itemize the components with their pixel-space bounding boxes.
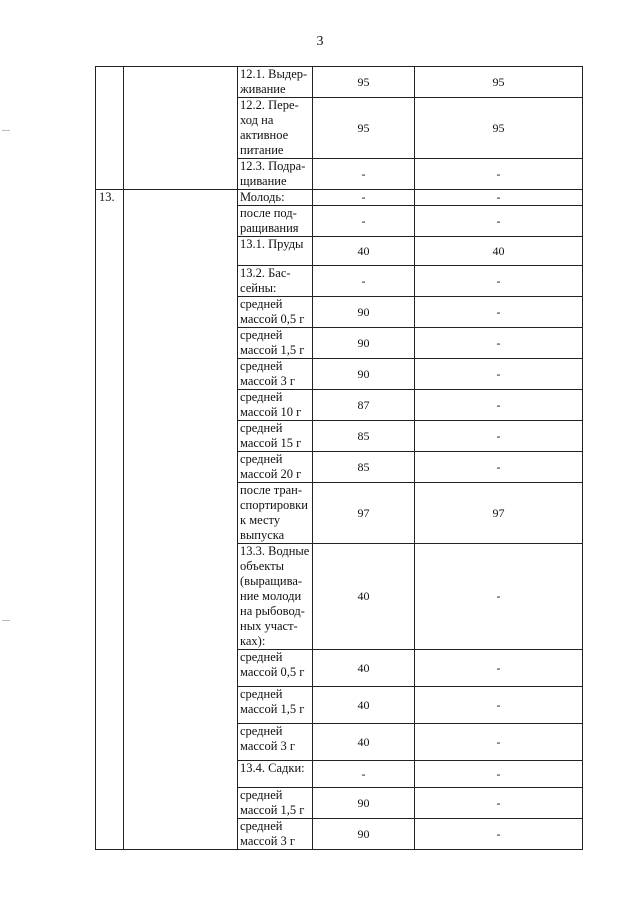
value-cell-col1: 40 bbox=[313, 724, 415, 761]
row-label-cell bbox=[238, 297, 313, 328]
value-cell-col2: - bbox=[415, 190, 583, 206]
value-cell-col1: 87 bbox=[313, 390, 415, 421]
value-cell-col2: - bbox=[415, 421, 583, 452]
row-label-line: ние молоди bbox=[240, 589, 302, 603]
value-cell-col1: 95 bbox=[313, 67, 415, 98]
row-label-line: к месту bbox=[240, 513, 281, 527]
value-cell-col2: 97 bbox=[415, 483, 583, 544]
value-cell-col1: 85 bbox=[313, 452, 415, 483]
value-cell-col1: - bbox=[313, 206, 415, 237]
row-label-line: ках): bbox=[240, 634, 266, 648]
value-cell-col2: - bbox=[415, 544, 583, 650]
value-cell-col2: - bbox=[415, 297, 583, 328]
row-label-line: сейны: bbox=[240, 281, 277, 295]
value-cell-col2: 40 bbox=[415, 237, 583, 266]
data-table bbox=[95, 66, 583, 850]
value-cell-col2: 95 bbox=[415, 98, 583, 159]
row-label-line: 13.4. Садки: bbox=[240, 761, 305, 775]
value-cell-col1: 97 bbox=[313, 483, 415, 544]
row-label-cell bbox=[238, 190, 313, 206]
row-label-cell bbox=[238, 328, 313, 359]
value-cell-col1: - bbox=[313, 761, 415, 788]
row-label-line: средней bbox=[240, 297, 283, 311]
row-label-line: средней bbox=[240, 650, 283, 664]
row-label-cell bbox=[238, 206, 313, 237]
value-cell-col2: - bbox=[415, 266, 583, 297]
row-label-line: массой 15 г bbox=[240, 436, 302, 450]
value-cell-col2: - bbox=[415, 452, 583, 483]
row-label-line: питание bbox=[240, 143, 284, 157]
value-cell-col1: 90 bbox=[313, 328, 415, 359]
category-cell bbox=[124, 67, 238, 190]
row-label-line: активное bbox=[240, 128, 289, 142]
value-cell-col1: 90 bbox=[313, 359, 415, 390]
row-label-line: ход на bbox=[240, 113, 274, 127]
row-index-cell bbox=[96, 67, 124, 190]
value-cell-col2: - bbox=[415, 328, 583, 359]
row-label-cell bbox=[238, 390, 313, 421]
row-label-line: средней bbox=[240, 452, 283, 466]
value-cell-col1: 40 bbox=[313, 237, 415, 266]
value-cell-col1: - bbox=[313, 266, 415, 297]
row-label-cell bbox=[238, 421, 313, 452]
row-label-cell bbox=[238, 650, 313, 687]
row-label-line: на рыбовод- bbox=[240, 604, 305, 618]
value-cell-col1: 90 bbox=[313, 819, 415, 850]
category-cell bbox=[124, 190, 238, 850]
row-label-line: 12.3. Подра- bbox=[240, 159, 306, 173]
row-label-line: средней bbox=[240, 724, 283, 738]
page-number: 3 bbox=[316, 34, 324, 49]
row-label-cell bbox=[238, 788, 313, 819]
value-cell-col2: - bbox=[415, 788, 583, 819]
value-cell-col2: - bbox=[415, 650, 583, 687]
value-cell-col2: - bbox=[415, 159, 583, 190]
row-label-line: средней bbox=[240, 328, 283, 342]
row-label-cell bbox=[238, 98, 313, 159]
row-label-line: средней bbox=[240, 788, 283, 802]
row-label-line: после тран- bbox=[240, 483, 302, 497]
row-label-line: после под- bbox=[240, 206, 297, 220]
value-cell-col1: 90 bbox=[313, 788, 415, 819]
row-label-cell bbox=[238, 761, 313, 788]
row-label-cell bbox=[238, 67, 313, 98]
value-cell-col1: 40 bbox=[313, 544, 415, 650]
row-label-line: щивание bbox=[240, 174, 287, 188]
row-label-line: Молодь: bbox=[240, 190, 285, 204]
row-label-cell bbox=[238, 724, 313, 761]
row-label-line: массой 3 г bbox=[240, 374, 296, 388]
row-label-line: массой 1,5 г bbox=[240, 343, 305, 357]
value-cell-col2: - bbox=[415, 819, 583, 850]
row-label-line: средней bbox=[240, 390, 283, 404]
row-label-line: массой 1,5 г bbox=[240, 702, 305, 716]
row-label-line: ных участ- bbox=[240, 619, 298, 633]
value-cell-col1: 95 bbox=[313, 98, 415, 159]
row-label-line: 12.1. Выдер- bbox=[240, 67, 308, 81]
row-label-line: массой 0,5 г bbox=[240, 312, 305, 326]
row-label-cell bbox=[238, 544, 313, 650]
value-cell-col1: 90 bbox=[313, 297, 415, 328]
table-row bbox=[96, 190, 583, 206]
row-label-cell bbox=[238, 483, 313, 544]
row-label-line: (выращива- bbox=[240, 574, 303, 588]
row-label-line: 13.3. Водные bbox=[240, 544, 310, 558]
row-label-cell bbox=[238, 819, 313, 850]
row-label-line: выпуска bbox=[240, 528, 285, 542]
value-cell-col2: 95 bbox=[415, 67, 583, 98]
value-cell-col2: - bbox=[415, 206, 583, 237]
value-cell-col1: 85 bbox=[313, 421, 415, 452]
scan-edge-mark bbox=[2, 620, 10, 621]
row-label-line: массой 3 г bbox=[240, 834, 296, 848]
value-cell-col2: - bbox=[415, 359, 583, 390]
row-label-cell bbox=[238, 159, 313, 190]
table-row bbox=[96, 67, 583, 98]
row-label-line: спортировки bbox=[240, 498, 308, 512]
value-cell-col2: - bbox=[415, 687, 583, 724]
row-label-line: массой 3 г bbox=[240, 739, 296, 753]
row-label-line: 12.2. Пере- bbox=[240, 98, 299, 112]
value-cell-col1: - bbox=[313, 190, 415, 206]
row-label-line: живание bbox=[240, 82, 286, 96]
row-index-cell: 13. bbox=[96, 190, 124, 850]
value-cell-col2: - bbox=[415, 724, 583, 761]
row-label-line: средней bbox=[240, 687, 283, 701]
row-label-cell bbox=[238, 266, 313, 297]
row-label-cell bbox=[238, 359, 313, 390]
row-label-line: массой 0,5 г bbox=[240, 665, 305, 679]
value-cell-col2: - bbox=[415, 761, 583, 788]
row-label-line: 13.1. Пруды bbox=[240, 237, 304, 251]
row-label-line: ращивания bbox=[240, 221, 299, 235]
row-label-line: массой 10 г bbox=[240, 405, 302, 419]
scan-edge-mark bbox=[2, 130, 10, 131]
row-label-line: массой 1,5 г bbox=[240, 803, 305, 817]
row-label-line: массой 20 г bbox=[240, 467, 302, 481]
row-label-cell bbox=[238, 452, 313, 483]
value-cell-col2: - bbox=[415, 390, 583, 421]
row-label-line: объекты bbox=[240, 559, 285, 573]
value-cell-col1: 40 bbox=[313, 650, 415, 687]
row-label-cell bbox=[238, 687, 313, 724]
row-label-line: средней bbox=[240, 359, 283, 373]
row-label-line: средней bbox=[240, 421, 283, 435]
value-cell-col1: - bbox=[313, 159, 415, 190]
row-label-line: средней bbox=[240, 819, 283, 833]
row-label-cell bbox=[238, 237, 313, 266]
value-cell-col1: 40 bbox=[313, 687, 415, 724]
row-label-line: 13.2. Бас- bbox=[240, 266, 291, 280]
